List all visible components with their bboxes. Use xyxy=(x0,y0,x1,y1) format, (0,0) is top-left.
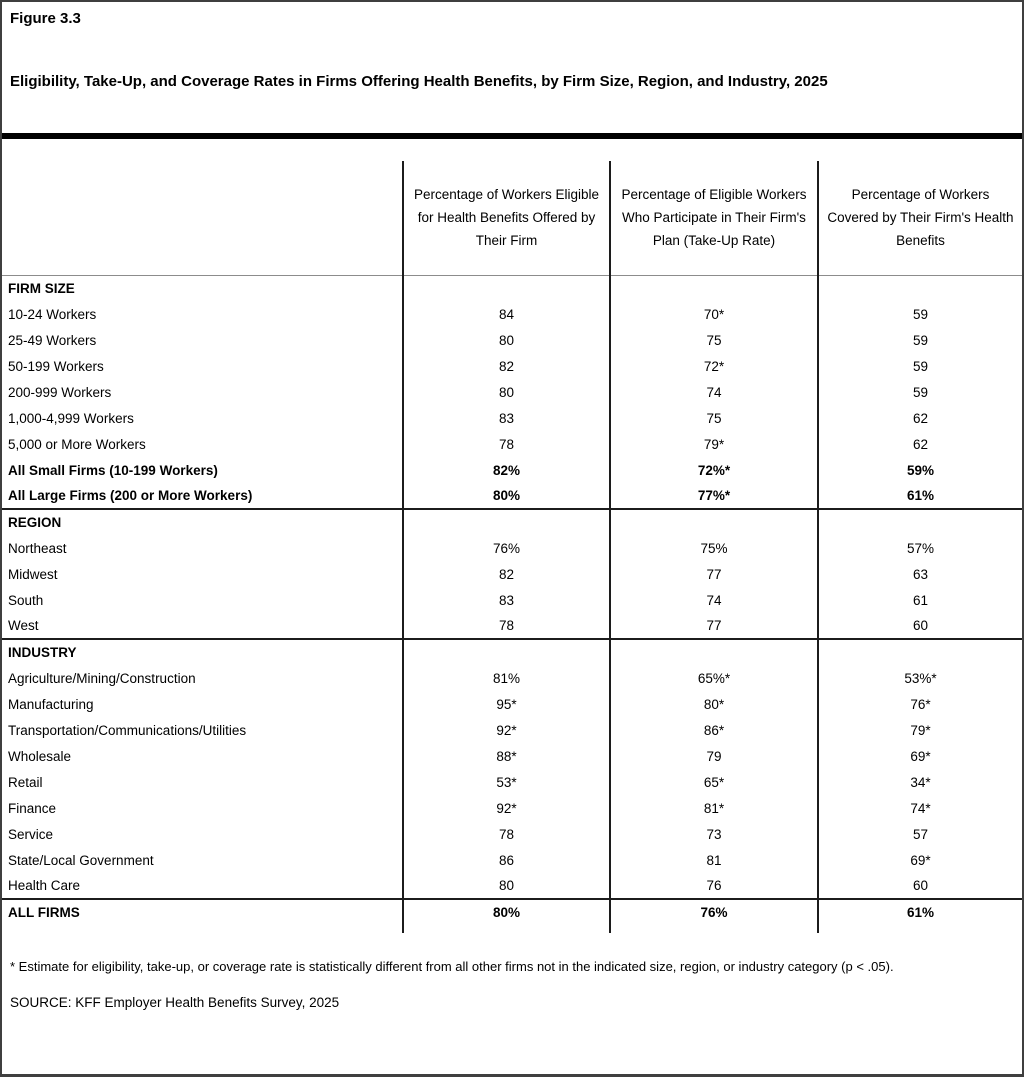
table-row-25-49-workers xyxy=(2,327,1022,353)
row-value: 72%* xyxy=(610,457,818,483)
row-value: 57 xyxy=(818,821,1022,847)
row-value: 83 xyxy=(403,405,610,431)
row-value: 59 xyxy=(818,353,1022,379)
row-value: 80* xyxy=(610,691,818,717)
footnote: * Estimate for eligibility, take-up, or coverage rate is statistically different from all other firms not in the indicated size, region, or industry category (p < .05). xyxy=(10,959,894,974)
row-value: 53%* xyxy=(818,665,1022,691)
row-value: 86* xyxy=(610,717,818,743)
row-value: 77 xyxy=(610,561,818,587)
row-value: 88* xyxy=(403,743,610,769)
header-row xyxy=(2,161,1022,275)
row-value xyxy=(610,639,818,665)
table-row-finance xyxy=(2,795,1022,821)
row-label: State/Local Government xyxy=(8,852,154,868)
row-value: 80% xyxy=(403,483,610,509)
table-row-transportation-communications-utilities xyxy=(2,717,1022,743)
table-row-midwest xyxy=(2,561,1022,587)
table-row-northeast xyxy=(2,535,1022,561)
row-value: 59% xyxy=(818,457,1022,483)
row-value: 57% xyxy=(818,535,1022,561)
row-value: 70* xyxy=(610,301,818,327)
row-label: ALL FIRMS xyxy=(8,905,80,920)
row-value: 75 xyxy=(610,327,818,353)
row-value: 78 xyxy=(403,821,610,847)
row-value: 79* xyxy=(610,431,818,457)
row-value: 74* xyxy=(818,795,1022,821)
row-value: 34* xyxy=(818,769,1022,795)
row-value: 77 xyxy=(610,613,818,639)
row-value xyxy=(818,275,1022,301)
table-row-wholesale xyxy=(2,743,1022,769)
row-value: 59 xyxy=(818,327,1022,353)
table-row-50-199-workers xyxy=(2,353,1022,379)
row-label: 10-24 Workers xyxy=(8,306,97,322)
notes-block xyxy=(2,955,1022,1011)
row-value: 73 xyxy=(610,821,818,847)
row-value: 62 xyxy=(818,431,1022,457)
table-row-10-24-workers xyxy=(2,301,1022,327)
row-value: 80 xyxy=(403,379,610,405)
row-label: South xyxy=(8,592,44,608)
row-value: 82% xyxy=(403,457,610,483)
row-label: INDUSTRY xyxy=(8,645,77,660)
row-value xyxy=(818,925,1022,933)
row-value xyxy=(403,509,610,535)
column-header-take-up: Percentage of Eligible Workers Who Participate in Their Firm's Plan (Take-Up Rate) xyxy=(610,161,818,275)
table-row-south xyxy=(2,587,1022,613)
row-label: Finance xyxy=(8,800,57,816)
row-label: Retail xyxy=(8,774,43,790)
row-value: 61% xyxy=(818,483,1022,509)
row-value: 74 xyxy=(610,379,818,405)
row-label: All Large Firms (200 or More Workers) xyxy=(8,488,253,503)
row-value: 82 xyxy=(403,561,610,587)
row-value: 81* xyxy=(610,795,818,821)
row-label: 5,000 or More Workers xyxy=(8,436,146,452)
table-row-200-999-workers xyxy=(2,379,1022,405)
table-row-agriculture-mining-construction xyxy=(2,665,1022,691)
row-value xyxy=(403,925,610,933)
row-value: 65%* xyxy=(610,665,818,691)
row-label: FIRM SIZE xyxy=(8,280,75,296)
row-value: 78 xyxy=(403,613,610,639)
corner-cell-empty xyxy=(2,161,403,275)
row-value xyxy=(818,639,1022,665)
row-label: Service xyxy=(8,826,54,842)
source-line: SOURCE: KFF Employer Health Benefits Survey, 2025 xyxy=(10,995,340,1010)
row-label: Northeast xyxy=(8,540,67,556)
row-value: 76* xyxy=(818,691,1022,717)
row-label: Midwest xyxy=(8,566,58,582)
row-value: 74 xyxy=(610,587,818,613)
row-value xyxy=(403,639,610,665)
row-value: 69* xyxy=(818,743,1022,769)
row-value: 92* xyxy=(403,717,610,743)
row-value: 84 xyxy=(403,301,610,327)
row-value: 75% xyxy=(610,535,818,561)
row-label: Transportation/Communications/Utilities xyxy=(8,722,247,738)
row-value: 79* xyxy=(818,717,1022,743)
row-value xyxy=(403,275,610,301)
title-divider-rule xyxy=(2,133,1022,139)
table-row-1-000-4-999-workers xyxy=(2,405,1022,431)
table-stub-row xyxy=(2,925,1022,933)
row-label: West xyxy=(8,618,39,633)
row-value: 62 xyxy=(818,405,1022,431)
column-header-coverage: Percentage of Workers Covered by Their Firm's Health Benefits xyxy=(818,161,1022,275)
row-value: 60 xyxy=(818,613,1022,639)
row-value: 76% xyxy=(610,899,818,925)
title-block xyxy=(2,2,1022,96)
row-label: 25-49 Workers xyxy=(8,332,97,348)
section-header-region xyxy=(2,509,1022,535)
row-value: 75 xyxy=(610,405,818,431)
row-value: 92* xyxy=(403,795,610,821)
row-label: 200-999 Workers xyxy=(8,384,112,400)
row-value: 80 xyxy=(403,327,610,353)
row-value: 72* xyxy=(610,353,818,379)
figure-title: Eligibility, Take-Up, and Coverage Rates in Firms Offering Health Benefits, by Firm Size, Region, and Industry, 2025 xyxy=(10,73,828,90)
row-value: 77%* xyxy=(610,483,818,509)
row-value: 81 xyxy=(610,847,818,873)
row-label: REGION xyxy=(8,515,62,530)
row-value: 95* xyxy=(403,691,610,717)
row-label: Wholesale xyxy=(8,748,72,764)
row-value xyxy=(610,275,818,301)
row-value: 60 xyxy=(818,873,1022,899)
section-header-firm-size xyxy=(2,275,1022,301)
row-value: 59 xyxy=(818,379,1022,405)
section-header-industry xyxy=(2,639,1022,665)
row-label: 1,000-4,999 Workers xyxy=(8,410,134,426)
row-value xyxy=(818,509,1022,535)
figure-label: Figure 3.3 xyxy=(10,10,81,27)
table-row-5-000-or-more-workers xyxy=(2,431,1022,457)
row-label xyxy=(2,925,403,933)
table-row-retail xyxy=(2,769,1022,795)
row-label: 50-199 Workers xyxy=(8,358,104,374)
row-value: 80% xyxy=(403,899,610,925)
table-row-all-large-firms-200-or-more-workers- xyxy=(2,483,1022,509)
table-row-west xyxy=(2,613,1022,639)
row-label: All Small Firms (10-199 Workers) xyxy=(8,462,218,478)
row-label: Manufacturing xyxy=(8,696,94,712)
row-value: 79 xyxy=(610,743,818,769)
row-value: 76% xyxy=(403,535,610,561)
row-value: 69* xyxy=(818,847,1022,873)
row-label: Health Care xyxy=(8,878,81,893)
table-row-health-care xyxy=(2,873,1022,899)
benefits-rates-table xyxy=(2,161,1022,933)
row-value: 81% xyxy=(403,665,610,691)
row-value: 53* xyxy=(403,769,610,795)
table-row-all-small-firms-10-199-workers- xyxy=(2,457,1022,483)
row-value: 65* xyxy=(610,769,818,795)
table-row-manufacturing xyxy=(2,691,1022,717)
row-value: 83 xyxy=(403,587,610,613)
row-value: 80 xyxy=(403,873,610,899)
row-value xyxy=(610,925,818,933)
row-value: 63 xyxy=(818,561,1022,587)
row-value: 86 xyxy=(403,847,610,873)
row-value: 76 xyxy=(610,873,818,899)
column-header-eligibility: Percentage of Workers Eligible for Health Benefits Offered by Their Firm xyxy=(403,161,610,275)
row-label: Agriculture/Mining/Construction xyxy=(8,670,196,686)
table-row-state-local-government xyxy=(2,847,1022,873)
row-value: 59 xyxy=(818,301,1022,327)
row-value: 78 xyxy=(403,431,610,457)
table-row-service xyxy=(2,821,1022,847)
row-value xyxy=(610,509,818,535)
table-row-all-firms xyxy=(2,899,1022,925)
row-value: 61% xyxy=(818,899,1022,925)
row-value: 61 xyxy=(818,587,1022,613)
row-value: 82 xyxy=(403,353,610,379)
